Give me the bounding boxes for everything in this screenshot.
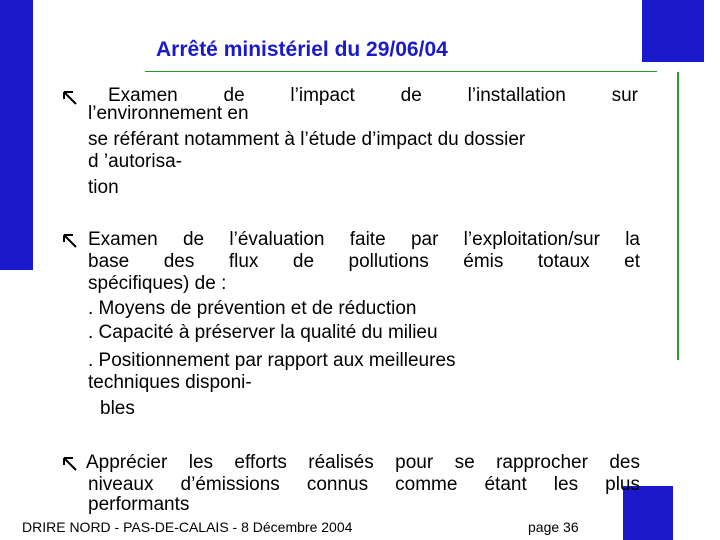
bullet-2-line-7: techniques disponi- — [88, 372, 252, 393]
bullet-1-line-3: se référant notamment à l’étude d’impact du dossier — [88, 129, 526, 150]
bullet-2-line-6: . Positionnement par rapport aux meilleures — [88, 350, 456, 371]
footer-page-number: page 36 — [528, 519, 579, 535]
bullet-2-line-3: spécifiques) de : — [88, 273, 227, 294]
bullet-2-line-4: . Moyens de prévention et de réduction — [88, 298, 417, 319]
bullet-3-line-1: Apprécier les efforts réalisés pour se rapprocher des — [86, 452, 640, 473]
bullet-2-line-1: Examen de l’évaluation faite par l’exploitation/sur la — [88, 229, 640, 250]
bullet-2-line-5: . Capacité à préserver la qualité du milieu — [88, 322, 438, 343]
top-right-accent-box — [642, 0, 704, 62]
slide-title: Arrêté ministériel du 29/06/04 — [156, 38, 448, 61]
bullet-2-line-2: base des flux de pollutions émis totaux et — [88, 251, 640, 272]
bullet-1-line-4: d ’autorisa- — [88, 151, 182, 172]
arrow-icon — [62, 233, 78, 249]
bullet-1-line-5: tion — [88, 177, 119, 198]
left-accent-bar — [0, 0, 33, 270]
right-divider-line — [677, 72, 679, 360]
bullet-1-line-2: l’environnement en — [88, 103, 249, 124]
title-underline — [145, 71, 657, 72]
footer-organization-date: DRIRE NORD - PAS-DE-CALAIS - 8 Décembre 2004 — [22, 519, 353, 535]
bullet-2-line-8: bles — [100, 398, 135, 419]
bullet-1-line-1: Examen de l’impact de l’installation sur — [108, 85, 638, 106]
bullet-3-line-3: performants — [88, 494, 190, 515]
bullet-3-line-2: niveaux d’émissions connus comme étant les plus — [88, 474, 640, 495]
arrow-icon — [62, 90, 78, 106]
arrow-icon — [62, 456, 78, 472]
